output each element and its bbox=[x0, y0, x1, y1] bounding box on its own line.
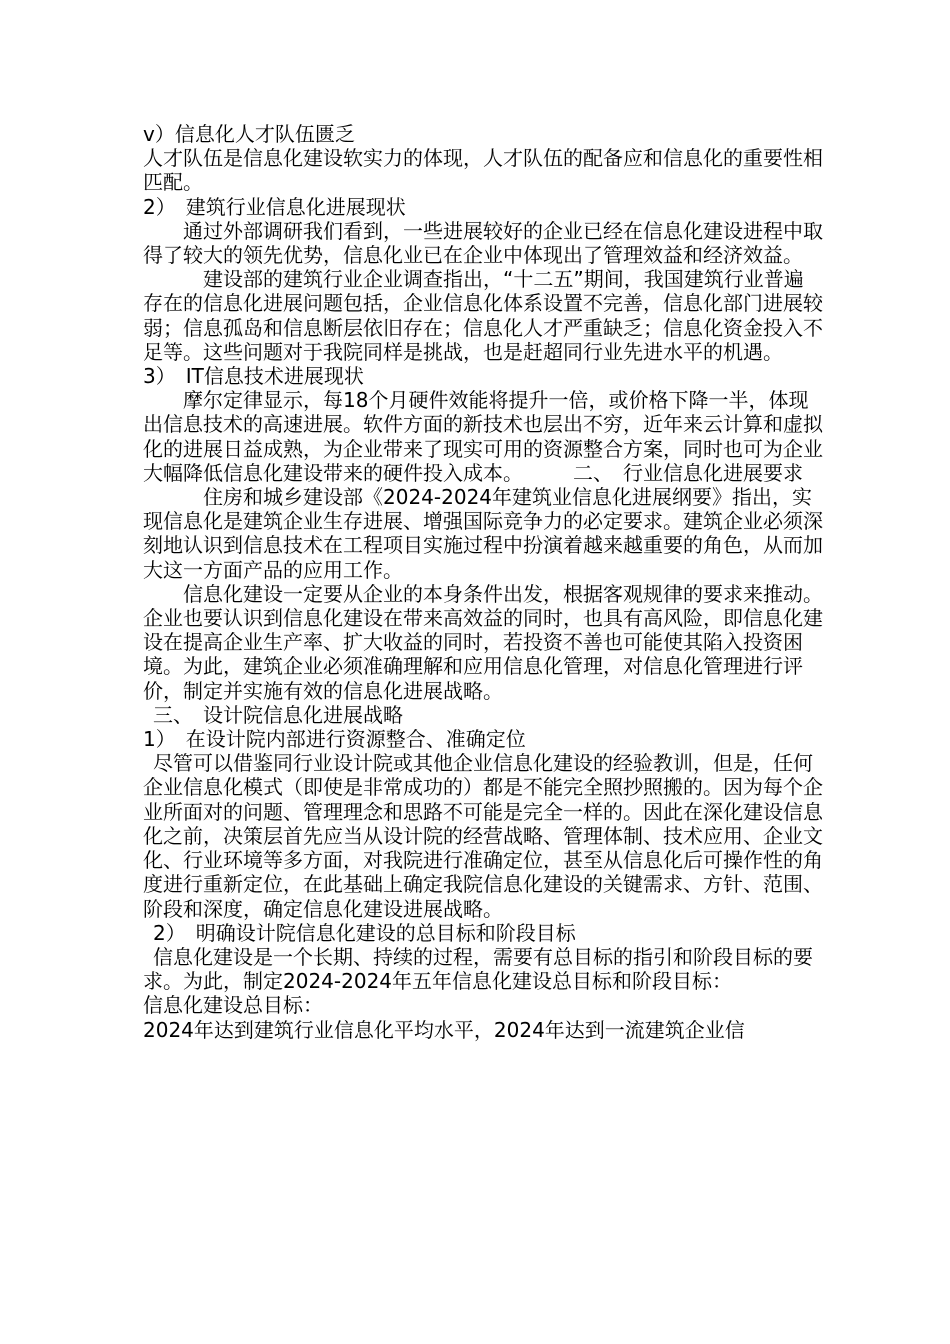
paragraph-positioning: 尽管可以借鉴同行业设计院或其他企业信息化建设的经验教训，但是，任何企业信息化模式（即使是非常成功的）都是不能完全照抄照搬的。因为每个企业所面对的问题、管理理念和思路不可能是完全一样的。因此在深化建设信息化之前，决策层首先应当从设计院的经营战略、管理体制、技术应用、企业文化、行业环境等多方面，对我院进行准确定位，甚至从信息化后可操作性的角度进行重新定位，在此基础上确定我院信息化建设的关键需求、方针、范围、阶段和深度，确定信息化建设进展战略。 bbox=[143, 751, 823, 921]
heading-it-status: 3） IT信息技术进展现状 bbox=[143, 364, 364, 389]
paragraph-overall-goal: 2024年达到建筑行业信息化平均水平，2024年达到一流建筑企业信 bbox=[143, 1017, 745, 1042]
heading-industry-status: 2） 建筑行业信息化进展现状 bbox=[143, 194, 406, 219]
document-body bbox=[143, 122, 823, 1042]
paragraph-moore: 摩尔定律显示，每18个月硬件效能将提升一倍，或价格下降一半，体现出信息技术的高速进展。软件方面的新技术也层出不穷，近年来云计算和虚拟化的进展日益成熟，为企业带来了现实可用的资源整合方案，同时也可为企业大幅降低信息化建设带来的硬件投入成本。 二、 行业信息化进展要求 bbox=[143, 388, 823, 485]
heading-resource-integration: 1） 在设计院内部进行资源整合、准确定位 bbox=[143, 727, 526, 752]
paragraph-informatization: 信息化建设一定要从企业的本身条件出发，根据客观规律的要求来推动。企业也要认识到信息化建设在带来高效益的同时，也具有高风险，即信息化建设在提高企业生产率、扩大收益的同时，若投资不善也可能使其陷入投资困境。为此，建筑企业必须准确理解和应用信息化管理，对信息化管理进行评价，制定并实施有效的信息化进展战略。 bbox=[143, 581, 823, 703]
heading-strategy: 三、 设计院信息化进展战略 bbox=[153, 702, 403, 727]
heading-talent-shortage: v）信息化人才队伍匮乏 bbox=[143, 122, 355, 146]
heading-goals: 2） 明确设计院信息化建设的总目标和阶段目标 bbox=[153, 920, 576, 945]
heading-overall-goal: 信息化建设总目标： bbox=[143, 993, 323, 1018]
paragraph-survey: 建设部的建筑行业企业调查指出，“十二五”期间，我国建筑行业普遍存在的信息化进展问题包括，企业信息化体系设置不完善，信息化部门进展较弱；信息孤岛和信息断层依旧存在；信息化人才严重缺乏；信息化资金投入不足等。这些问题对于我院同样是挑战，也是赶超同行业先进水平的机遇。 bbox=[143, 267, 823, 364]
paragraph-goals: 信息化建设是一个长期、持续的过程，需要有总目标的指引和阶段目标的要求。为此，制定2024-2024年五年信息化建设总目标和阶段目标： bbox=[143, 944, 813, 994]
paragraph-talent: 人才队伍是信息化建设软实力的体现，人才队伍的配备应和信息化的重要性相匹配。 bbox=[143, 146, 823, 195]
paragraph-outline: 住房和城乡建设部《2024-2024年建筑业信息化进展纲要》指出，实现信息化是建筑企业生存进展、增强国际竞争力的必定要求。建筑企业必须深刻地认识到信息技术在工程项目实施过程中扮演着越来越重要的角色，从而加大这一方面产品的应用工作。 bbox=[143, 485, 823, 582]
paragraph-research: 通过外部调研我们看到，一些进展较好的企业已经在信息化建设进程中取得了较大的领先优势，信息化业已在企业中体现出了管理效益和经济效益。 bbox=[143, 218, 823, 268]
